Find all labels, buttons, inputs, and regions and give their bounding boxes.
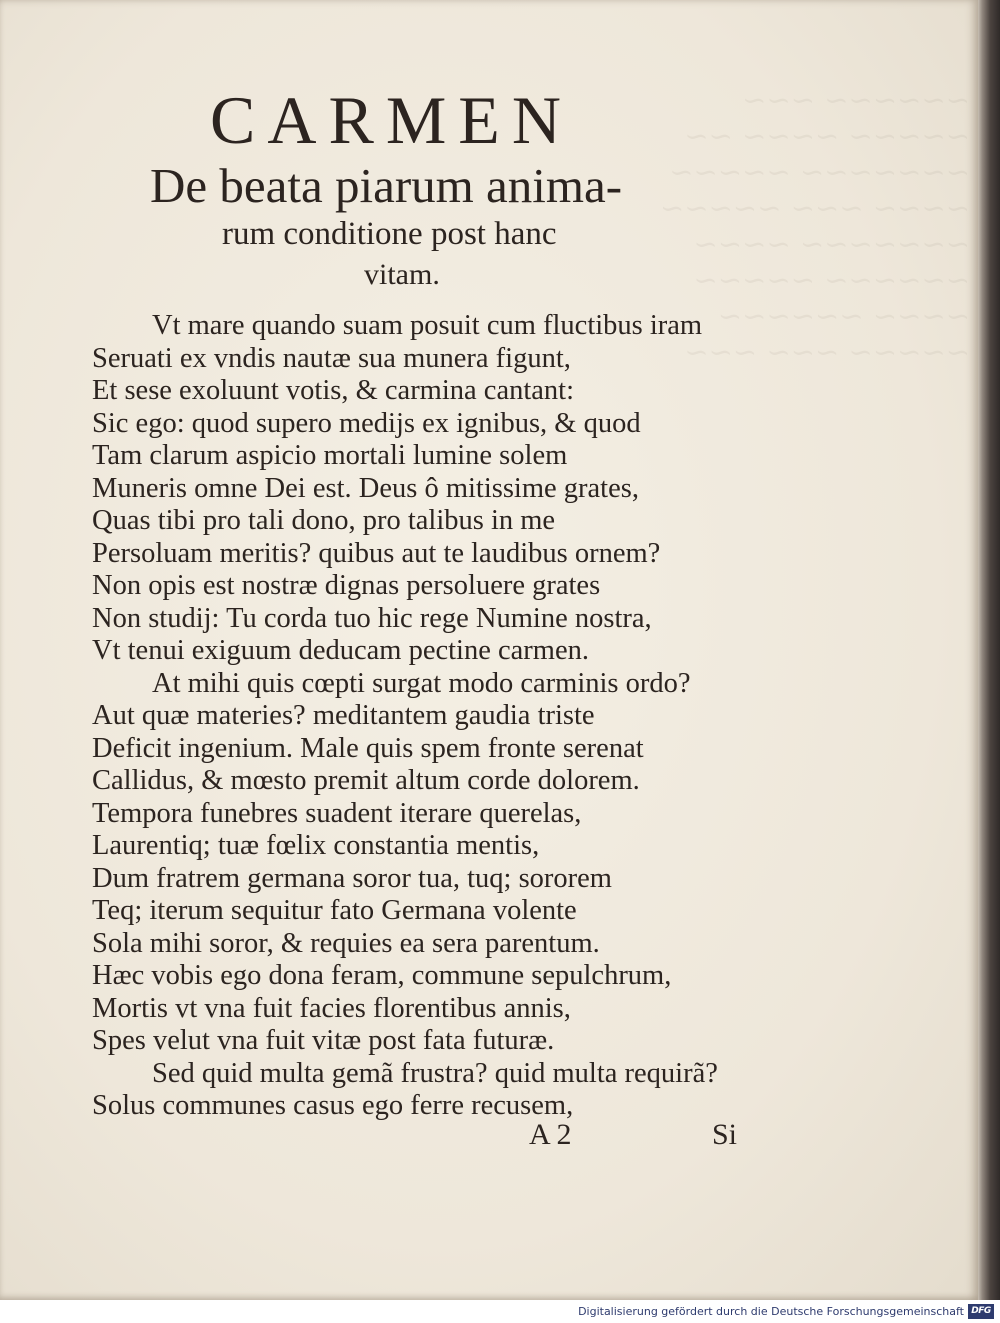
verse-line: Sed quid multa gemã frustra? quid multa requirã? [152, 1057, 718, 1089]
show-through-text: ~~~~~~ ~~~ ~~~~~ ~~~~ ~~ ~~~~~~~ ~~~~~ ~~~~ ~~~ ~~~~~ ~~~~~~~ ~~~~ ~~~~~~ ~~~~~ ~~~~ ~~~~~~ ~~~~~ ~~~ ~~~ [659, 83, 970, 369]
verse-line: Non opis est nostræ dignas persoluere grates [92, 570, 601, 601]
catchword: Si [712, 1118, 738, 1151]
verse-line: Et sese exoluunt votis, & carmina cantant: [92, 375, 574, 406]
digitization-footer [0, 1300, 1000, 1323]
verse-line: Spes velut vna fuit vitæ post fata futuræ. [92, 1025, 555, 1056]
subtitle-line-3: vitam. [364, 258, 440, 291]
verse-line: Tam clarum aspicio mortali lumine solem [92, 440, 568, 471]
dfg-logo-icon: DFG [968, 1304, 994, 1319]
verse-line: Solus communes casus ego ferre recusem, [92, 1090, 574, 1121]
verse-line: Sic ego: quod supero medijs ex ignibus, & quod [92, 407, 641, 439]
title-carmen: CARMEN [210, 82, 573, 158]
subtitle-line-1: De beata piarum anima- [150, 158, 623, 213]
verse-line: Hæc vobis ego dona feram, commune sepulchrum, [92, 960, 672, 991]
verse-line: Muneris omne Dei est. Deus ô mitissime grates, [92, 472, 639, 504]
verse-line: Tempora funebres suadent iterare querelas, [92, 797, 582, 829]
verse-line: Dum fratrem germana soror tua, tuq; sororem [92, 862, 612, 894]
poem-verse [92, 310, 782, 1123]
verse-line: Quas tibi pro tali dono, pro talibus in me [92, 505, 556, 536]
verse-line: Aut quæ materies? meditantem gaudia triste [92, 700, 595, 731]
subtitle-line-2: rum conditione post hanc [222, 216, 557, 252]
verse-line: Teq; iterum sequitur fato Germana volente [92, 895, 577, 926]
funding-credit: Digitalisierung gefördert durch die Deutsche Forschungsgemeinschaft [578, 1305, 964, 1318]
verse-line: Vt tenui exiguum deducam pectine carmen. [92, 635, 589, 666]
verse-line: Sola mihi soror, & requies ea sera parentum. [92, 927, 600, 959]
verse-line: At mihi quis cœpti surgat modo carminis ordo? [152, 667, 691, 699]
verse-line: Seruati ex vndis nautæ sua munera figunt, [92, 342, 571, 374]
book-binding-edge [978, 0, 1000, 1300]
verse-line: Mortis vt vna fuit facies florentibus annis, [92, 992, 571, 1024]
signature-mark: A 2 [529, 1118, 572, 1151]
verse-line: Callidus, & mœsto premit altum corde dolorem. [92, 765, 640, 796]
verse-line: Laurentiq; tuæ fœlix constantia mentis, [92, 830, 540, 861]
verse-line: Vt mare quando suam posuit cum fluctibus iram [152, 310, 703, 341]
verse-line: Persoluam meritis? quibus aut te laudibus ornem? [92, 537, 661, 569]
verse-line: Non studij: Tu corda tuo hic rege Numine nostra, [92, 602, 652, 634]
verse-line: Deficit ingenium. Male quis spem fronte serenat [92, 732, 644, 764]
